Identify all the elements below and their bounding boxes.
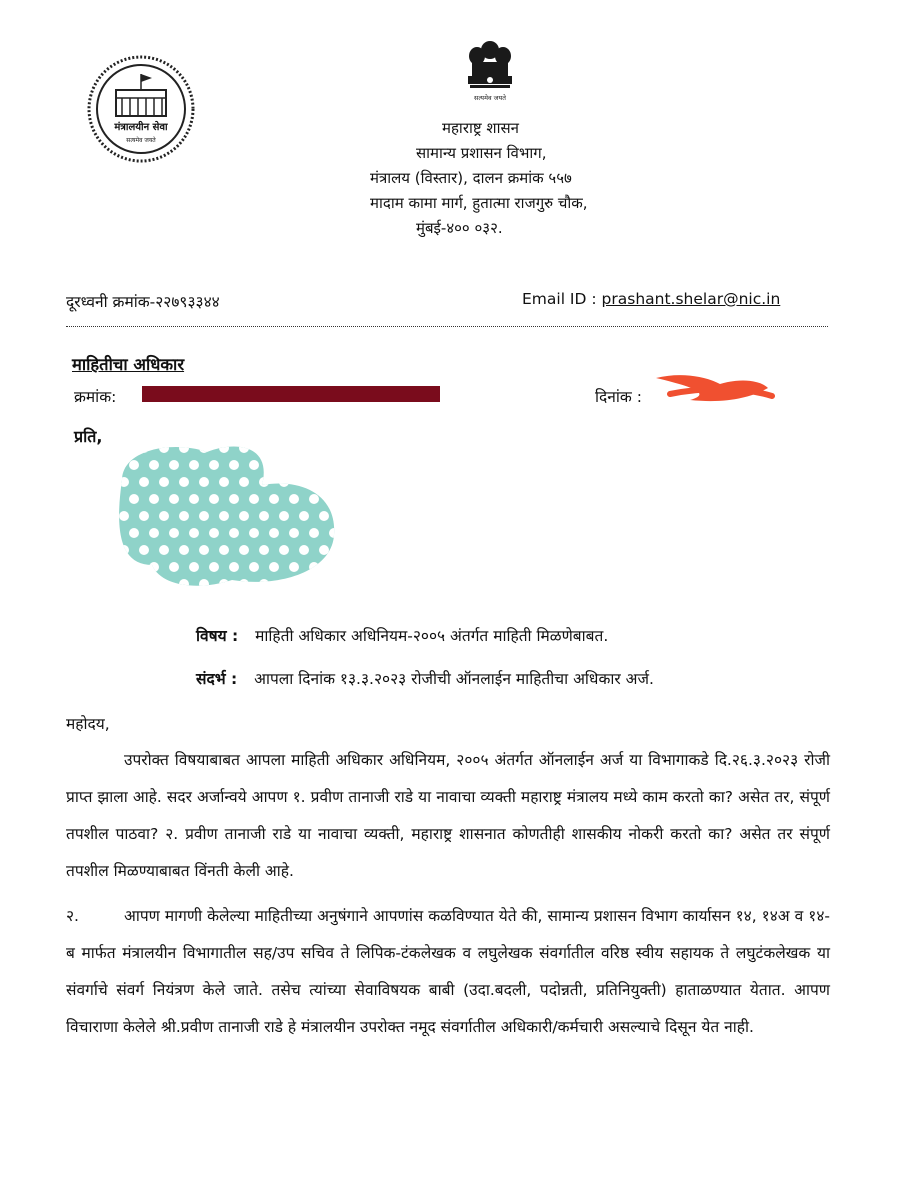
reference-label: संदर्भ : — [196, 670, 238, 688]
seal-subtext: सत्यमेव जयते — [126, 137, 156, 144]
paragraph-2-text: आपण मागणी केलेल्या माहितीच्या अनुषंगाने आपणांस कळविण्यात येते की, सामान्य प्रशासन विभाग कार्यासन १४, १४अ व १४-ब मार्फत मंत्रालयीन विभागातील सह/उप सचिव ते लिपिक-टंकलेखक व लघुलेखक संवर्गातील वरिष्ठ स्वीय सहायक ते लघुटंकलेखक या संवर्गाचे संवर्ग नियंत्रण केले जाते. तसेच त्यांच्या सेवाविषयक बाबी (उदा.बदली, पदोन्नती, प्रतिनियुक्ती) हाताळण्यात येतात. आपण विचाराणा केलेले श्री.प्रवीण तानाजी राडे हे मंत्रालयीन उपरोक्त नमूद संवर्गातील अधिकारी/कर्मचारी असल्याचे दिसून येत नाही. — [66, 907, 830, 1036]
header-separator — [66, 326, 828, 327]
phone-number: दूरध्वनी क्रमांक-२२७९३३४४ — [66, 293, 220, 311]
address-line-2: सामान्य प्रशासन विभाग, — [416, 144, 547, 162]
number-label: क्रमांक: — [74, 388, 117, 406]
rti-heading: माहितीचा अधिकार — [72, 355, 185, 374]
seal-text: मंत्रालयीन सेवा — [114, 122, 168, 133]
paragraph-2-number: २. — [66, 907, 79, 925]
email-address: prashant.shelar@nic.in — [601, 290, 781, 308]
redacted-number — [142, 386, 440, 402]
subject-row — [196, 624, 608, 646]
office-address — [370, 116, 670, 241]
subject-label: विषय : — [196, 627, 239, 645]
email-label: Email ID : — [522, 290, 597, 308]
date-label: दिनांक : — [595, 388, 642, 406]
reference-text: आपला दिनांक १३.३.२०२३ रोजीची ऑनलाईन माहितीचा अधिकार अर्ज. — [254, 670, 654, 688]
reference-row — [196, 667, 654, 689]
national-emblem — [460, 36, 520, 106]
salutation: महोदय, — [66, 715, 110, 733]
emblem-motto: सत्यमेव जयते — [474, 94, 506, 102]
paragraph-2 — [66, 898, 830, 1046]
redacted-date — [650, 368, 775, 408]
recipient-to: प्रति, — [74, 427, 103, 446]
address-line-3: मंत्रालय (विस्तार), दालन क्रमांक ५५७ — [370, 169, 572, 187]
paragraph-1: उपरोक्त विषयाबाबत आपला माहिती अधिकार अधिनियम, २००५ अंतर्गत ऑनलाईन अर्ज या विभागाकडे दि.२६.३.२०२३ रोजी प्राप्त झाला आहे. सदर अर्जान्वये आपण १. प्रवीण तानाजी राडे या नावाचा व्यक्ती महाराष्ट्र मंत्रालय मध्ये काम करतो का? असेत तर, संपूर्ण तपशील पाठवा? २. प्रवीण तानाजी राडे या नावाचा व्यक्ती, महाराष्ट्र शासनात कोणतीही शासकीय नोकरी करतो का? असेत तर संपूर्ण तपशील मिळण्याबाबत विंनती केली आहे. — [66, 751, 830, 880]
email-block — [522, 290, 780, 308]
ministry-seal — [86, 54, 196, 164]
address-line-5: मुंबई-४०० ०३२. — [416, 219, 503, 237]
address-line-4: मादाम कामा मार्ग, हुतात्मा राजगुरु चौक, — [370, 194, 588, 212]
address-line-1: महाराष्ट्र शासन — [442, 119, 519, 137]
redacted-recipient — [112, 440, 342, 590]
subject-text: माहिती अधिकार अधिनियम-२००५ अंतर्गत माहिती मिळणेबाबत. — [255, 627, 609, 645]
